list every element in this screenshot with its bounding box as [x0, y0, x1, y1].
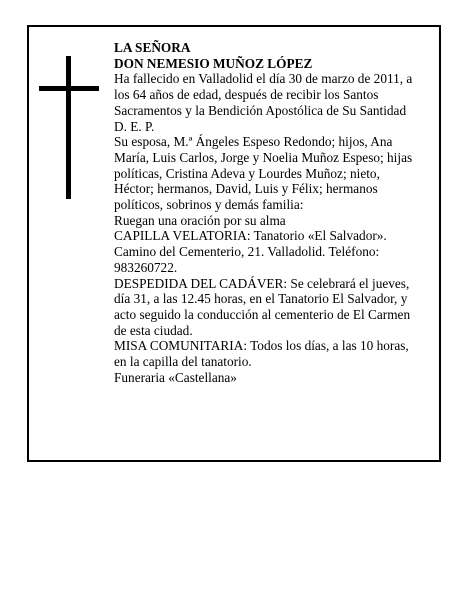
wake-chapel-info: CAPILLA VELATORIA: Tanatorio «El Salvador». Camino del Cementerio, 21. Valladolid. Teléfono: 983260722. [114, 228, 387, 275]
community-mass-info: MISA COMUNITARIA: Todos los días, a las 10 horas, en la capilla del tanatorio. [114, 338, 409, 370]
notice-title-line-1: LA SEÑORA [114, 40, 191, 55]
cross-vertical-bar [66, 56, 71, 199]
cross-horizontal-bar [39, 86, 99, 91]
family-list: Su esposa, M.ª Ángeles Espeso Redondo; hijos, Ana María, Luis Carlos, Jorge y Noelia Muñoz Espeso; hijas políticas, Cristina Adeva y Lourdes Muñoz; nieto, Héctor; hermanos, David, Luis y Félix; hermanos políticos, sobrinos y demás familia: [114, 134, 413, 213]
prayer-request: Ruegan una oración por su alma [114, 212, 286, 228]
deceased-name: DON NEMESIO MUÑOZ LÓPEZ [114, 55, 313, 71]
notice-body [114, 40, 420, 385]
funeral-farewell-info: DESPEDIDA DEL CADÁVER: Se celebrará el jueves, día 31, a las 12.45 horas, en el Tanatorio El Salvador, y acto seguido la conducción al cementerio de El Carmen de esta ciudad. [114, 275, 411, 338]
latin-cross-icon [39, 56, 99, 199]
funeral-home-name: Funeraria «Castellana» [114, 369, 237, 385]
death-announcement: Ha fallecido en Valladolid el día 30 de marzo de 2011, a los 64 años de edad, después de recibir los Santos Sacramentos y la Bendición Apostólica de Su Santidad D. E. P. [114, 71, 413, 134]
obituary-notice [27, 25, 441, 462]
